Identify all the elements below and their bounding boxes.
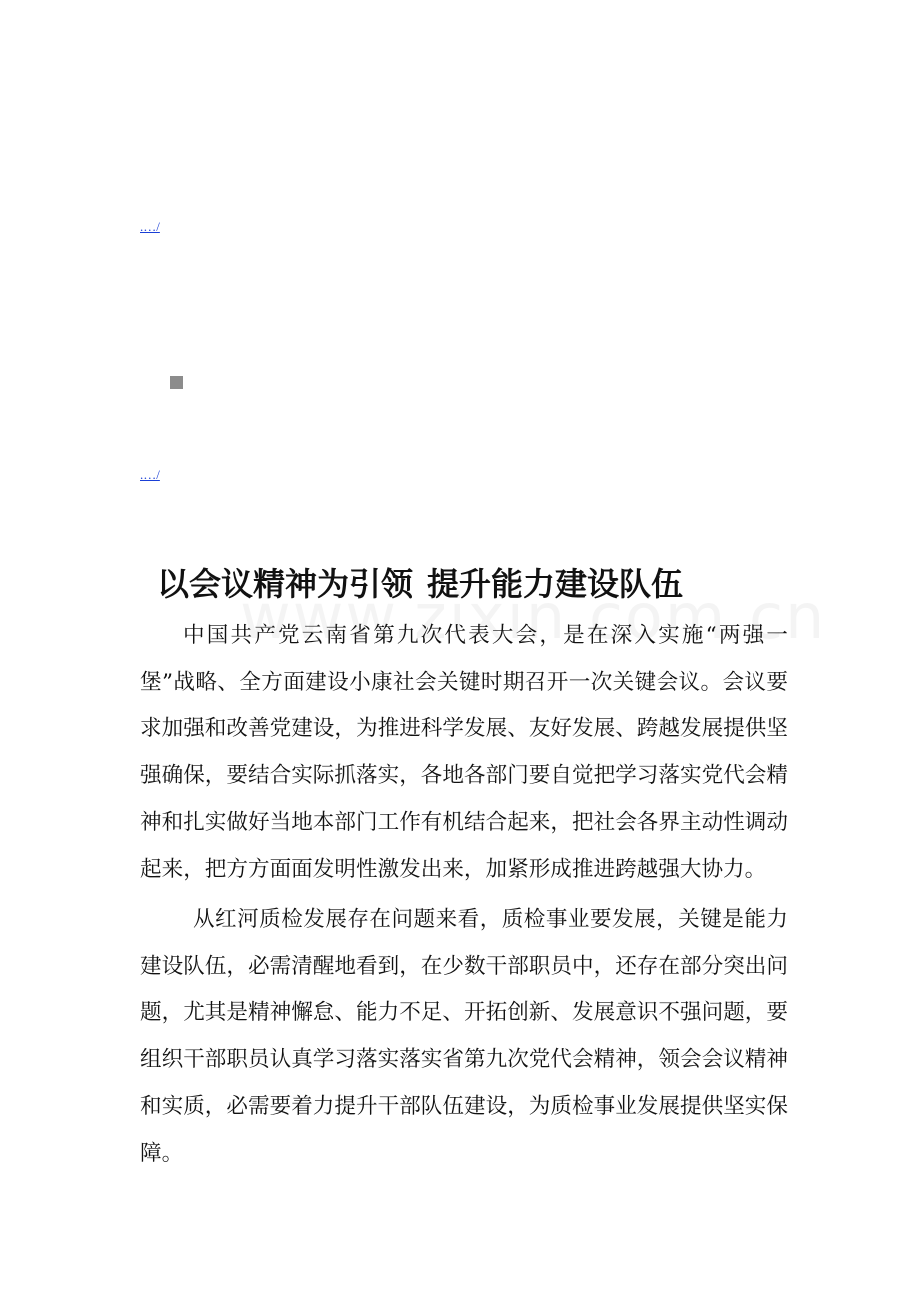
image-placeholder-icon bbox=[170, 376, 183, 389]
title-part-1: 以会议精神为引领 bbox=[157, 565, 414, 603]
top-link[interactable]: .…/ bbox=[140, 219, 160, 234]
body-paragraph-2: 从红河质检发展存在问题来看，质检事业要发展，关键是能力建设队伍，必需清醒地看到，在少数干部职员中，还存在部分突出问题，尤其是精神懈怠、能力不足、开拓创新、发展意识不强问题，要组织干部职员认真学习落实落实省第九次党代会精神，领会会议精神和实质，必需要着力提升干部队伍建设，为质检事业发展提供坚实保障。 bbox=[140, 907, 788, 1166]
title-part-2: 提升能力建设队伍 bbox=[427, 565, 684, 603]
body-paragraph-1: 中国共产党云南省第九次代表大会，是在深入实施“两强一堡”战略、全方面建设小康社会关键时期召开一次关键会议。会议要求加强和改善党建设，为推进科学发展、友好发展、跨越发展提供坚强确保，要结合实际抓落实，各地各部门要自觉把学习落实党代会精神和扎实做好当地本部门工作有机结合起来，把社会各界主动性调动起来，把方方面面发明性激发出来，加紧形成推进跨越强大协力。 bbox=[140, 623, 788, 882]
document-title bbox=[157, 560, 683, 608]
bottom-link[interactable]: .…/ bbox=[140, 467, 160, 482]
